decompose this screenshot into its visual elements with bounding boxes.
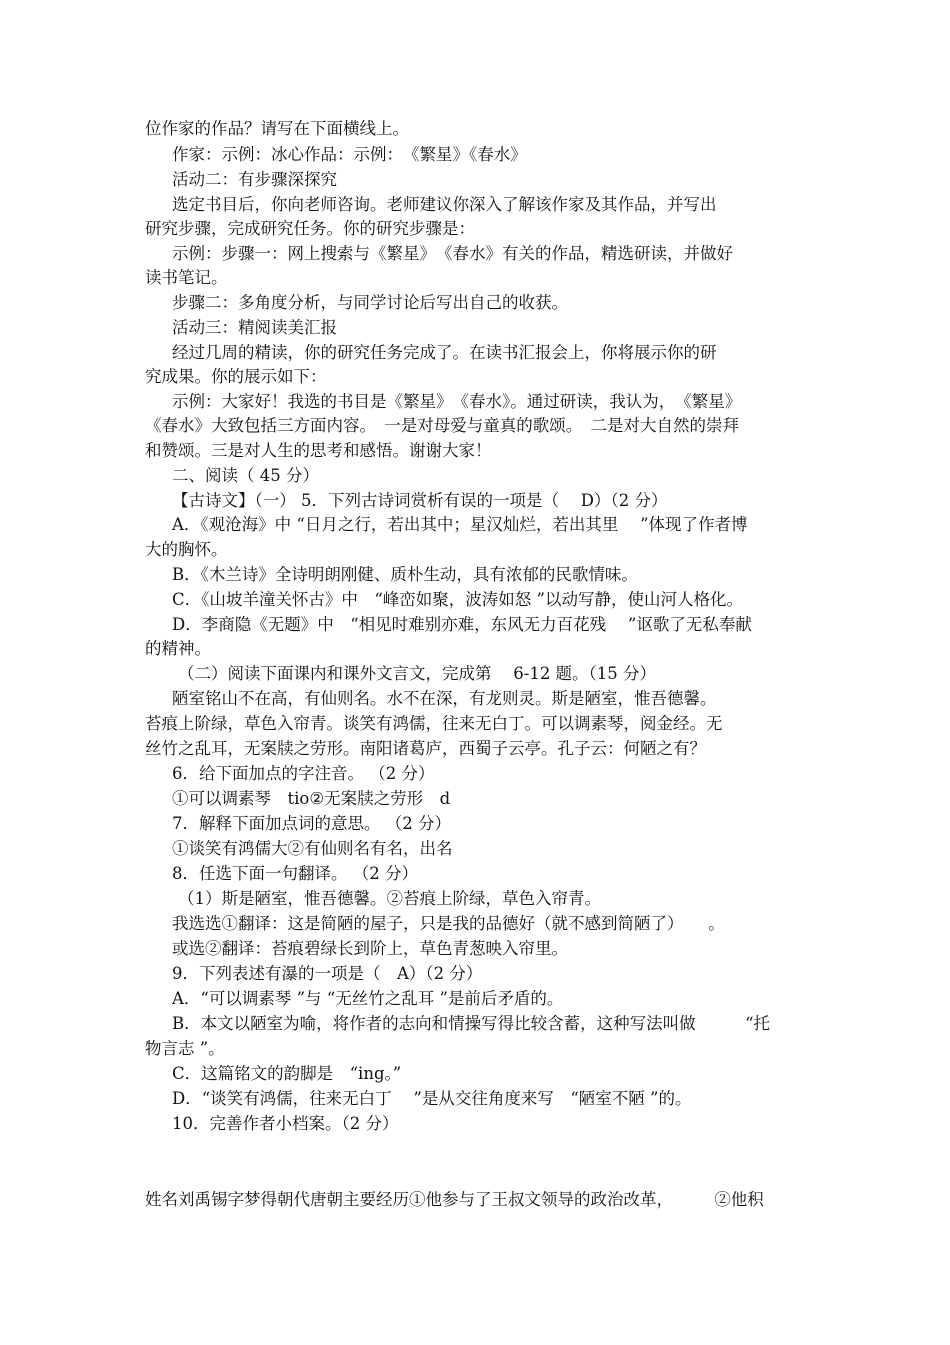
option-line: D．李商隐《无题》中 “相见时难别亦难，东风无力百花残 ”讴歌了无私奉献 <box>172 615 752 634</box>
option-line: B．本文以陋室为喻，将作者的志向和情操写得比较含蓄，这种写法叫做 “托 <box>172 1014 771 1033</box>
answer-line: ①谈笑有鸿儒大②有仙则名有名，出名 <box>172 839 453 858</box>
passage-line: 丝竹之乱耳，无案牍之劳形。南阳诸葛庐，西蜀子云亭。孔子云：何陋之有？ <box>145 739 706 758</box>
text-line: 姓名刘禹锡字梦得朝代唐朝主要经历①他参与了王叔文领导的政治改革， ②他积 <box>145 1190 764 1209</box>
question-heading: 10．完善作者小档案。（2 分） <box>172 1114 399 1133</box>
question-heading: （二）阅读下面课内和课外文言文，完成第 6-12 题。（15 分） <box>178 664 657 683</box>
passage-line: 陋室铭山不在高，有仙则名。水不在深，有龙则灵。斯是陋室，惟吾德馨。 <box>172 689 717 708</box>
question-heading: 6．给下面加点的字注音。 （2 分） <box>172 764 435 783</box>
text-line: 物言志 ”。 <box>145 1039 225 1058</box>
option-line: A．《观沧海》中 “日月之行，若出其中；星汉灿烂，若出其里 ”体现了作者博 <box>172 515 748 534</box>
text-line: 示例：步骤一：网上搜索与《繁星》 《春水》有关的作品，精选研读，并做好 <box>172 244 733 263</box>
option-line: A．“可以调素琴 ”与 “无丝竹之乱耳 ”是前后矛盾的。 <box>172 989 564 1008</box>
text-line: 的精神。 <box>145 639 211 658</box>
passage-line: 苔痕上阶绿，草色入帘青。谈笑有鸿儒，往来无白丁。可以调素琴，阅金经。无 <box>145 714 723 733</box>
text-line: 作家：示例：冰心作品：示例： 《繁星》《春水》 <box>172 145 527 164</box>
option-line: C．《山坡羊潼关怀古》中 “峰峦如聚，波涛如怒 ”以动写静，使山河人格化。 <box>172 590 743 609</box>
text-line: 大的胸怀。 <box>145 540 228 559</box>
option-line: C．这篇铭文的韵脚是 “ing。” <box>172 1064 402 1083</box>
text-line: 《春水》大致包括三方面内容。 一是对母爱与童真的歌颂。 二是对大自然的崇拜 <box>145 416 739 435</box>
text-line: 究成果。你的展示如下： <box>145 367 327 386</box>
text-line: 和赞颂。三是对人生的思考和感悟。谢谢大家！ <box>145 441 492 460</box>
text-line: 活动二：有步骤深探究 <box>172 170 337 189</box>
question-heading: 7．解释下面加点词的意思。 （2 分） <box>172 814 451 833</box>
text-line: （1）斯是陋室，惟吾德馨。②苔痕上阶绿，草色入帘青。 <box>178 889 601 908</box>
text-line: 位作家的作品？请写在下面横线上。 <box>145 119 409 138</box>
text-line: 示例：大家好！我选的书目是《繁星》 《春水》。通过研读，我认为， 《繁星》 <box>172 392 742 411</box>
text-line: 活动三：精阅读美汇报 <box>172 318 337 337</box>
text-line: 研究步骤，完成研究任务。你的研究步骤是： <box>145 219 475 238</box>
question-heading: 9．下列表述有瀑的一项是（ A）（2 分） <box>172 964 483 983</box>
question-heading: 8．任选下面一句翻译。 （2 分） <box>172 864 418 883</box>
text-line: 经过几周的精读，你的研究任务完成了。在读书汇报会上，你将展示你的研 <box>172 343 717 362</box>
answer-line: 我选选①翻译：这是简陋的屋子，只是我的品德好（就不感到简陋了） 。 <box>172 914 725 933</box>
answer-line: ①可以调素琴 tio②无案牍之劳形 d <box>172 789 451 808</box>
text-line: 选定书目后，你向老师咨询。老师建议你深入了解该作家及其作品，并写出 <box>172 195 717 214</box>
text-line: 步骤二：多角度分析，与同学讨论后写出自己的收获。 <box>172 293 568 312</box>
section-heading: 二、阅读（ 45 分） <box>172 466 319 485</box>
option-line: D．“谈笑有鸿儒，往来无白丁 ”是从交往角度来写 “陋室不陋 ”的。 <box>172 1089 692 1108</box>
question-heading: 【古诗文】（一） 5．下列古诗词赏析有误的一项是（ D）（2 分） <box>172 491 668 510</box>
text-line: 读书笔记。 <box>145 268 228 287</box>
answer-line: 或选②翻译：苔痕碧绿长到阶上，草色青葱映入帘里。 <box>172 939 568 958</box>
option-line: B．《木兰诗》全诗明朗刚健、质朴生动，具有浓郁的民歌情味。 <box>172 565 638 584</box>
